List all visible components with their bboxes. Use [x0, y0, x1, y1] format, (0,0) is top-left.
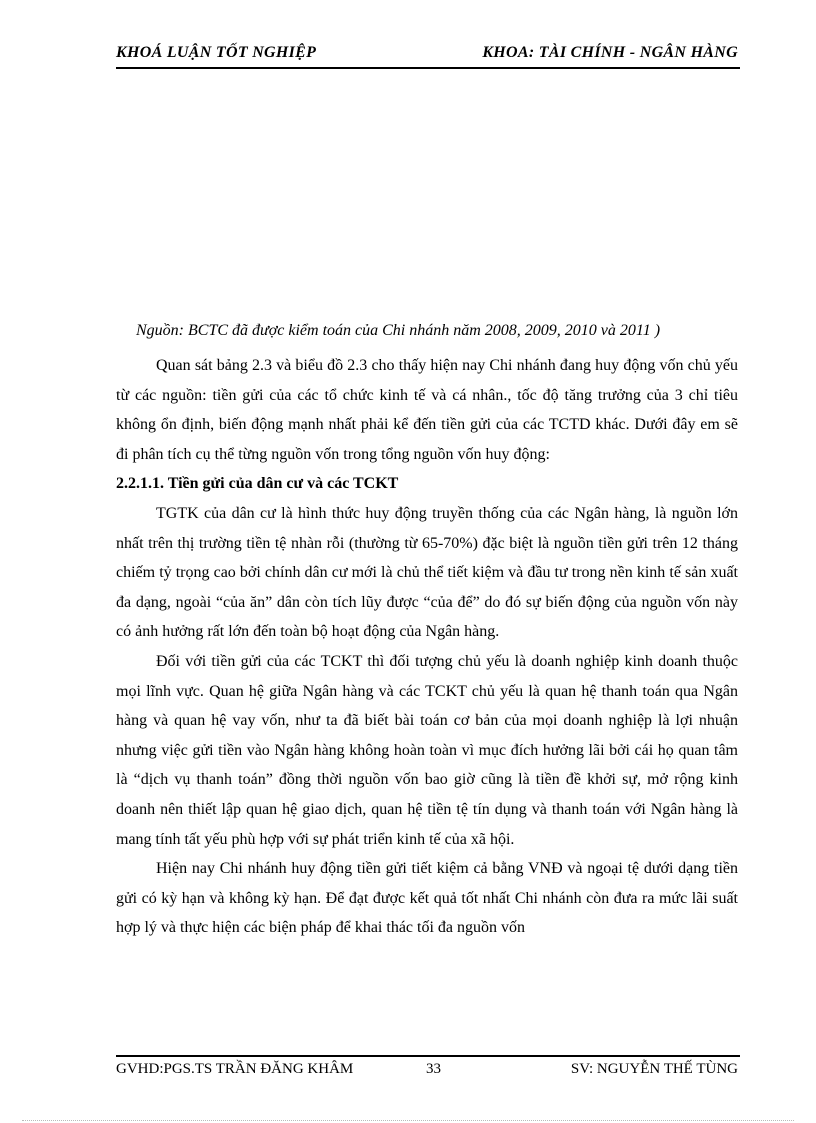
header-faculty: KHOA: TÀI CHÍNH - NGÂN HÀNG — [482, 44, 738, 61]
section-heading: 2.2.1.1. Tiền gửi của dân cư và các TCKT — [116, 475, 399, 493]
paragraph-overview: Quan sát bảng 2.3 và biểu đồ 2.3 cho thấy hiện nay Chi nhánh đang huy động vốn chủ yếu từ các nguồn: tiền gửi của các tổ chức kinh tế và cá nhân., tốc độ tăng trưởng của 3 chỉ tiêu không ổn định, biến động mạnh nhất phải kể đến tiền gửi của các TCTD khác. Dưới đây em sẽ đi phân tích cụ thể từng nguồn vốn trong tổng nguồn vốn huy động: — [116, 357, 738, 463]
source-note: Nguồn: BCTC đã được kiểm toán của Chi nhánh năm 2008, 2009, 2010 và 2011 ) — [136, 322, 661, 339]
footer-supervisor: GVHD:PGS.TS TRẦN ĐĂNG KHÂM — [116, 1061, 354, 1077]
page-number: 33 — [426, 1061, 441, 1077]
footer-divider — [116, 1055, 740, 1057]
header-thesis-title: KHOÁ LUẬN TỐT NGHIỆP — [116, 44, 317, 61]
page-header — [116, 44, 740, 68]
body-text — [116, 351, 738, 943]
header-divider — [116, 67, 740, 69]
page-footer — [116, 1061, 740, 1081]
paragraph-household-deposits: TGTK của dân cư là hình thức huy động truyền thống của các Ngân hàng, là nguồn lớn nhất trên thị trường tiền tệ nhàn rỗi (thường từ 65-70%) đặc biệt là nguồn tiền gửi trên 12 tháng chiếm tỷ trọng cao bởi chính dân cư mới là chủ thể tiết kiệm và đầu tư trong nền kinh tế sản xuất đa dạng, ngoài “của ăn” dân còn tích lũy được “của để” do đó sự biến động của nguồn vốn này có ảnh hưởng rất lớn đến toàn bộ hoạt động của Ngân hàng. — [116, 504, 738, 641]
footer-student: SV: NGUYỄN THẾ TÙNG — [570, 1061, 738, 1077]
page-edge-divider — [22, 1120, 794, 1121]
paragraph-economic-org-deposits: Đối với tiền gửi của các TCKT thì đối tượng chủ yếu là doanh nghiệp kinh doanh thuộc mọi lĩnh vực. Quan hệ giữa Ngân hàng và các TCKT chủ yếu là quan hệ thanh toán qua Ngân hàng và quan hệ vay vốn, như ta đã biết bài toán cơ bản của mọi doanh nghiệp là lợi nhuận nhưng việc gửi tiền vào Ngân hàng không hoàn toàn vì mục đích hưởng lãi bởi cái họ quan tâm là “dịch vụ thanh toán” đồng thời nguồn vốn bao giờ cũng là tiền đề khởi sự, mở rộng kinh doanh nên thiết lập quan hệ giao dịch, quan hệ tiền tệ tín dụng và thanh toán với Ngân hàng là mang tính tất yếu phù hợp với sự phát triển kinh tế của xã hội. — [116, 652, 738, 848]
paragraph-current-mobilization: Hiện nay Chi nhánh huy động tiền gửi tiết kiệm cả bằng VNĐ và ngoại tệ dưới dạng tiền gửi có kỳ hạn và không kỳ hạn. Để đạt được kết quả tốt nhất Chi nhánh còn đưa ra mức lãi suất hợp lý và thực hiện các biện pháp để khai thác tối đa nguồn vốn — [116, 860, 738, 937]
